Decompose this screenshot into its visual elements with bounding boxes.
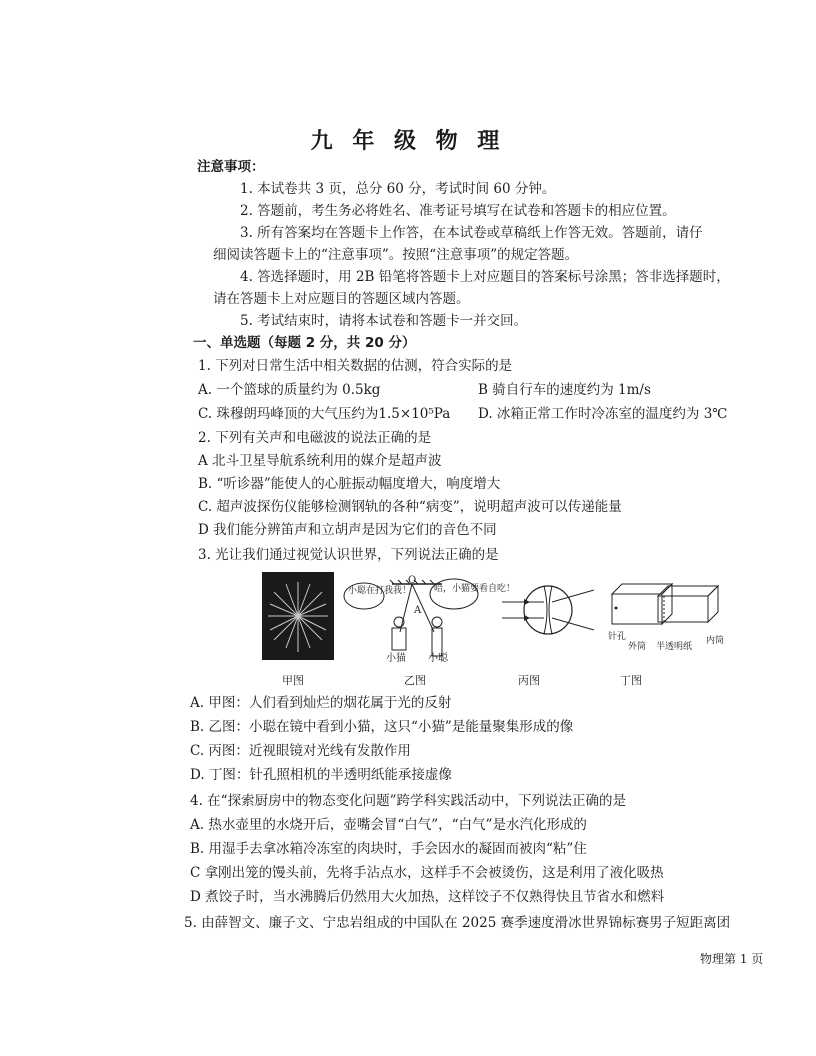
q3-figures	[262, 572, 732, 668]
notice-item-2: 2. 答题前，考生务必将姓名、准考证号填写在试卷和答题卡的相应位置。	[240, 203, 676, 219]
fig-label-jia: 甲图	[282, 674, 304, 687]
pinhole-camera-figure	[608, 572, 732, 668]
q3-option-c: C. 丙图：近视眼镜对光线有发散作用	[190, 743, 411, 759]
notice-item-5: 5. 考试结束时，请将本试卷和答题卡一并交回。	[240, 313, 528, 329]
notice-item-4: 4. 答选择题时，用 2B 铅笔将答题卡上对应题目的答案标号涂黑；答非选择题时，	[240, 269, 730, 285]
q1-option-c: C. 珠穆朗玛峰顶的大气压约为1.5×10⁵Pa	[198, 406, 451, 422]
point-o-label: O	[408, 575, 417, 586]
q2-stem: 2. 下列有关声和电磁波的说法正确的是	[198, 430, 432, 446]
q4-option-d: D 煮饺子时，当水沸腾后仍然用大火加热，这样饺子不仅熟得快且节省水和燃料	[190, 889, 665, 905]
bubble-left-text: 小聪在打我我！	[348, 586, 412, 596]
q2-option-a: A 北斗卫星导航系统利用的媒介是超声波	[198, 453, 442, 469]
notice-item-3: 3. 所有答案均在答题卡上作答，在本试卷或草稿纸上作答无效。答题前，请仔	[240, 225, 703, 241]
point-a-label: A	[414, 605, 422, 616]
q1-option-d: D. 冰箱正常工作时冷冻室的温度约为 3℃	[478, 406, 728, 422]
mirror-figure	[342, 572, 516, 668]
boy-label: 小聪	[428, 653, 448, 664]
fig-label-bing: 丙图	[518, 674, 540, 687]
bubble-right-text: 哈，小猫要看自吃！	[434, 584, 516, 594]
page-number: 物理第 1 页	[700, 952, 764, 966]
fig-label-yi: 乙图	[404, 674, 426, 687]
q2-option-d: D 我们能分辨笛声和立胡声是因为它们的音色不同	[198, 522, 497, 538]
q3-option-a: A. 甲图：人们看到灿烂的烟花属于光的反射	[190, 695, 452, 711]
q2-option-c: C. 超声波探伤仪能够检测钢轨的各种“病变”，说明超声波可以传递能量	[198, 499, 622, 515]
cat-label: 小猫	[386, 653, 406, 664]
page-title: 九 年 级 物 理	[310, 129, 506, 154]
inner-tube-label: 内筒	[706, 636, 725, 646]
fireworks-icon	[262, 572, 334, 660]
q4-option-c: C 拿刚出笼的馒头前，先将手沾点水，这样手不会被烫伤，这是利用了液化吸热	[190, 865, 664, 881]
concave-lens-icon	[498, 572, 598, 652]
q4-option-b: B. 用湿手去拿冰箱冷冻室的肉块时，手会因水的凝固而被肉“粘”住	[190, 841, 587, 857]
fireworks-figure	[262, 572, 334, 660]
q3-option-d: D. 丁图：针孔照相机的半透明纸能承接虚像	[190, 767, 452, 783]
q4-option-a: A. 热水壶里的水烧开后，壶嘴会冒“白气”，“白气”是水汽化形成的	[190, 817, 587, 833]
fig-label-ding: 丁图	[620, 674, 642, 687]
pinhole-label: 针孔	[608, 632, 627, 642]
outer-tube-label: 外筒	[628, 642, 647, 652]
q4-stem: 4. 在“探索厨房中的物态变化问题”跨学科实践活动中，下列说法正确的是	[190, 793, 626, 809]
section-heading: 一、单选题（每题 2 分，共 20 分）	[193, 335, 416, 351]
notice-item-3-cont: 细阅读答题卡上的“注意事项”。按照“注意事项”的规定答题。	[213, 247, 579, 263]
paper-label: 半透明纸	[656, 642, 693, 652]
notice-heading: 注意事项：	[197, 159, 265, 175]
notice-item-1: 1. 本试卷共 3 页，总分 60 分，考试时间 60 分钟。	[240, 181, 556, 197]
notice-item-4-cont: 请在答题卡上对应题目的答题区域内答题。	[213, 291, 470, 307]
q1-option-b: B 骑自行车的速度约为 1m/s	[478, 382, 651, 398]
lens-figure	[498, 572, 598, 652]
q1-stem: 1. 下列对日常生活中相关数据的估测，符合实际的是	[198, 358, 513, 374]
q2-option-b: B. “听诊器”能使人的心脏振动幅度增大，响度增大	[198, 476, 501, 492]
q3-stem: 3. 光让我们通过视觉认识世界，下列说法正确的是	[198, 547, 499, 563]
q5-stem: 5. 由薛智文、廉子文、宁忠岩组成的中国队在 2025 赛季速度滑冰世界锦标赛男子短距离团	[184, 915, 731, 931]
q1-option-a: A. 一个篮球的质量约为 0.5kg	[198, 382, 381, 398]
q3-option-b: B. 乙图：小聪在镜中看到小猫，这只“小猫”是能量聚集形成的像	[190, 719, 574, 735]
